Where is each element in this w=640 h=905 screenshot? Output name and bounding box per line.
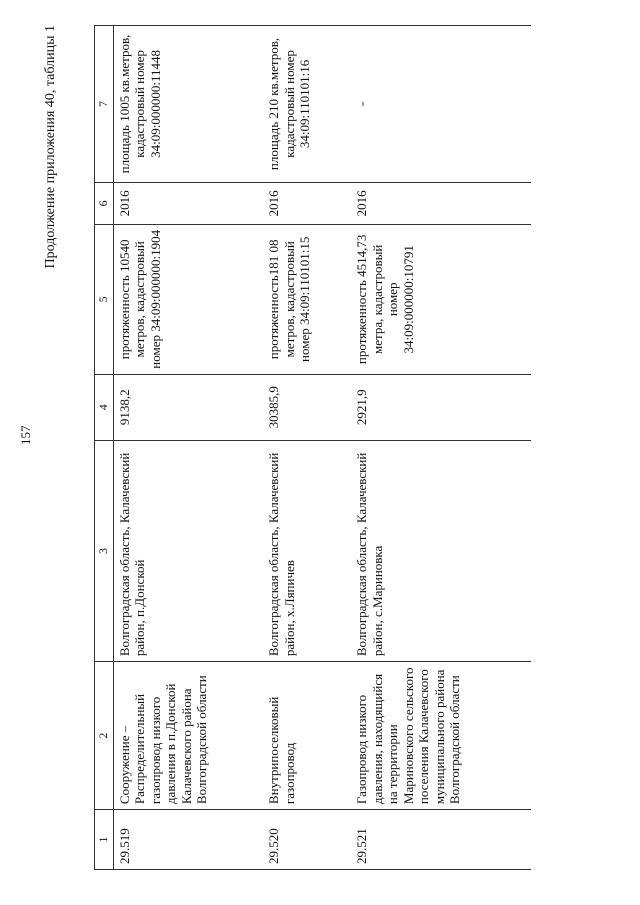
year: 2016 [351, 182, 531, 224]
table-row [351, 26, 531, 870]
object-characteristics: протяженность181 08 метров, кадастровый номер 34:09:110101:15 [263, 224, 351, 374]
object-name: Внутрипоселковый газопровод [263, 662, 351, 810]
balance-value: 2921,9 [351, 374, 531, 440]
balance-value: 9138,2 [113, 374, 263, 440]
year: 2016 [263, 182, 351, 224]
col-header-7: 7 [95, 26, 114, 183]
land-plot-info: площадь 210 кв.метров, кадастровый номер 34:09:110101:16 [263, 26, 351, 183]
balance-value: 30385,9 [263, 374, 351, 440]
col-header-3: 3 [95, 440, 114, 661]
row-id: 29.519 [113, 810, 263, 870]
col-header-4: 4 [95, 374, 114, 440]
page-number: 157 [18, 425, 33, 445]
object-name: Газопровод низкого давления, находящийся на территории Мариновского сельского поселения Калачевского муниципального района Волгоградской области [351, 662, 531, 810]
continuation-note: Продолжение приложения 40, таблицы 1 [43, 25, 58, 269]
land-plot-info: - [351, 26, 531, 183]
row-id: 29.520 [263, 810, 351, 870]
property-table [94, 25, 531, 870]
land-plot-info: площадь 1005 кв.метров, кадастровый номер 34:09:000000:11448 [113, 26, 263, 183]
header-row [95, 26, 114, 870]
object-address: Волгоградская область, Калачевский район, п.Донской [113, 440, 263, 661]
col-header-6: 6 [95, 182, 114, 224]
object-characteristics: протяженность 4514,73 метра, кадастровый номер 34:09:000000:10791 [351, 224, 531, 374]
col-header-2: 2 [95, 662, 114, 810]
table-row [263, 26, 351, 870]
object-name: Сооружение – Распределительный газопровод низкого давления в п.Донской Калачевского района Волгоградской области [113, 662, 263, 810]
col-header-5: 5 [95, 224, 114, 374]
col-header-1: 1 [95, 810, 114, 870]
row-id: 29.521 [351, 810, 531, 870]
object-address: Волгоградская область, Калачевский район, с.Мариновка [351, 440, 531, 661]
table-row [113, 26, 263, 870]
rotated-page-content [42, 25, 602, 870]
object-address: Волгоградская область, Калачевский район, х.Ляпичев [263, 440, 351, 661]
object-characteristics: протяженность 10540 метров, кадастровый номер 34:09:000000:1904 [113, 224, 263, 374]
year: 2016 [113, 182, 263, 224]
